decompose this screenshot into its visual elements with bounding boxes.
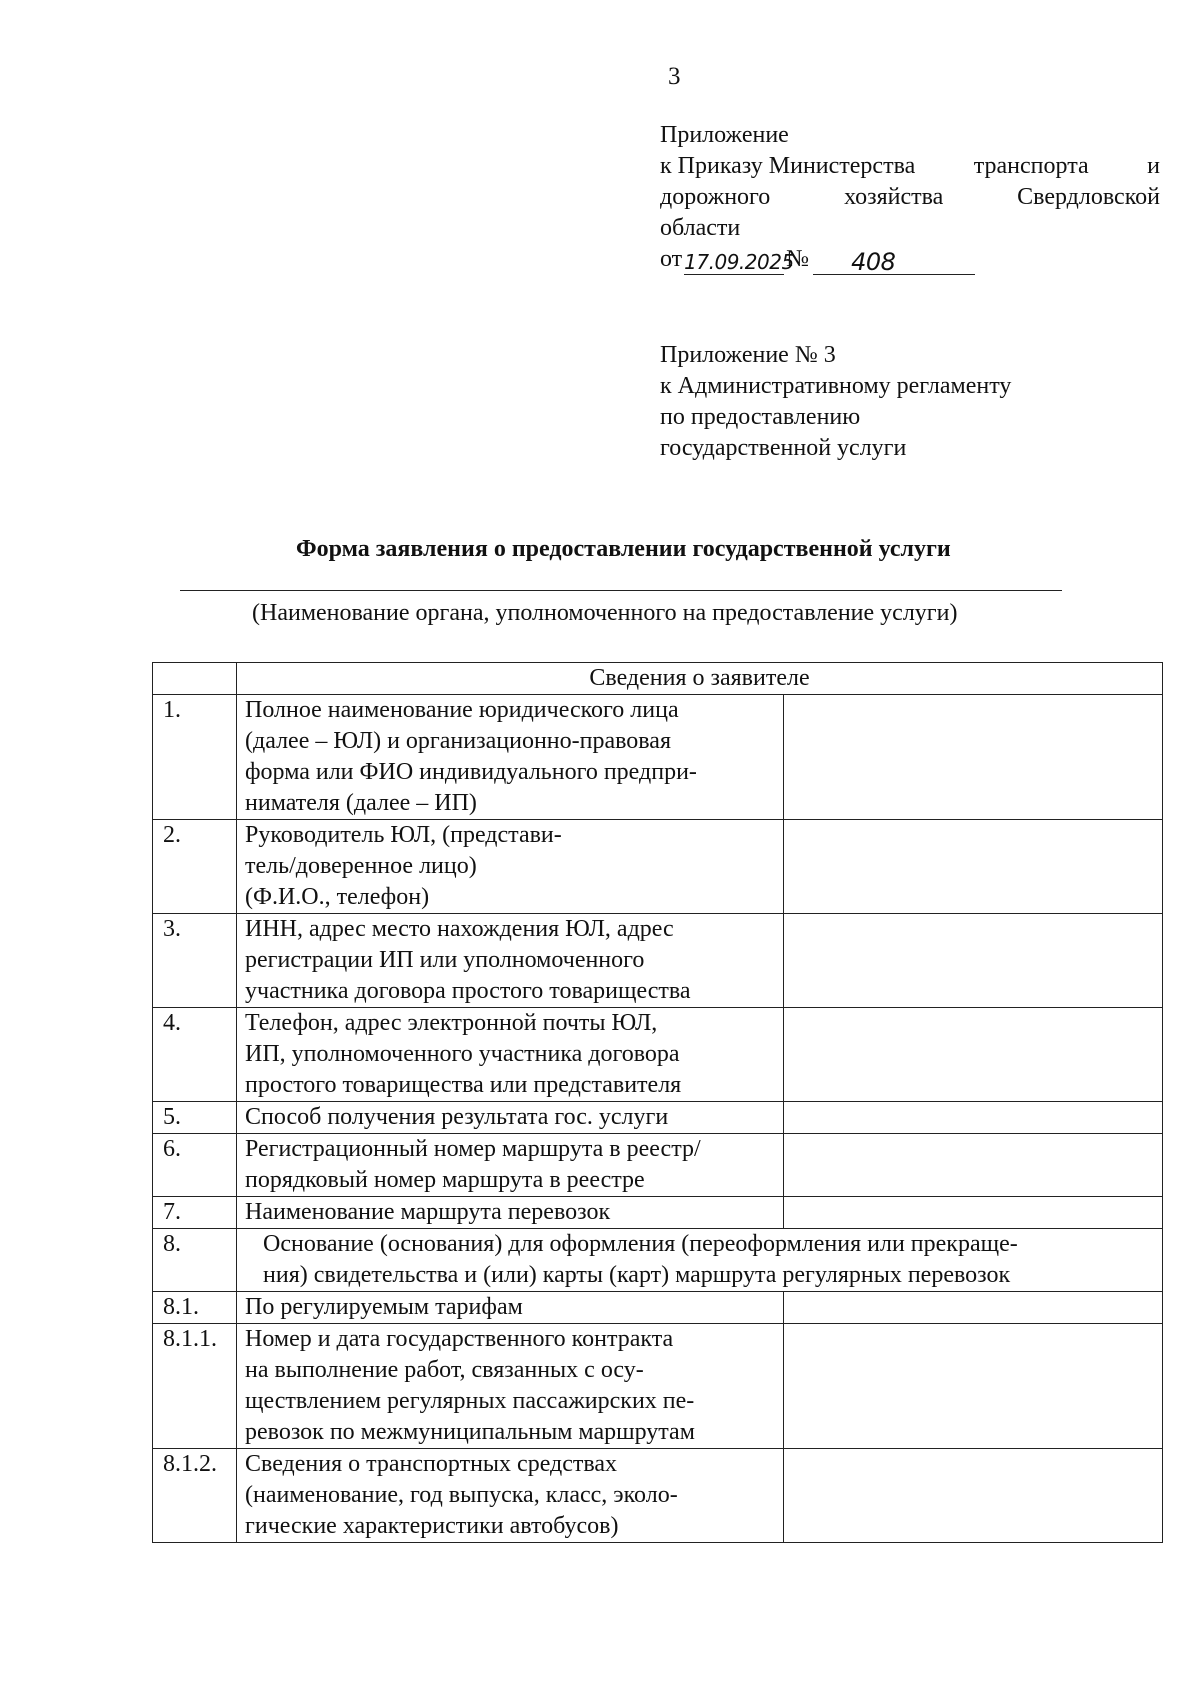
row-label-line: порядковый номер маршрута в реестре	[245, 1167, 645, 1193]
table-row	[153, 1134, 1163, 1197]
row-label-line: участника договора простого товарищества	[245, 978, 691, 1004]
appendix-order-line-3: дорожного хозяйства Свердловской	[660, 184, 1160, 210]
row-number: 3.	[153, 914, 237, 1008]
table-row	[153, 1197, 1163, 1229]
table-row	[153, 1229, 1163, 1292]
row-label	[237, 1197, 784, 1229]
page-number: 3	[668, 63, 681, 90]
row-label-line: Телефон, адрес электронной почты ЮЛ,	[245, 1010, 658, 1036]
row-label	[237, 914, 784, 1008]
appendix-regulation-line: Приложение № 3	[660, 342, 836, 368]
row-label	[237, 1449, 784, 1543]
appendix-order-line-4: области	[660, 215, 741, 241]
date-prefix: от	[660, 246, 683, 272]
table-row	[153, 1324, 1163, 1449]
row-number: 1.	[153, 695, 237, 820]
row-value-field[interactable]	[784, 1008, 1163, 1102]
table-row	[153, 695, 1163, 820]
row-label-line: тель/доверенное лицо)	[245, 853, 477, 879]
row-label-line: нимателя (далее – ИП)	[245, 790, 477, 816]
table-row	[153, 1008, 1163, 1102]
table-header-row	[153, 663, 1163, 695]
row-label	[237, 1292, 784, 1324]
row-label-line: ния) свидетельства и (или) карты (карт) маршрута регулярных перевозок	[263, 1262, 1011, 1288]
row-number: 2.	[153, 820, 237, 914]
appendix-order-block	[660, 120, 1160, 275]
row-value-field[interactable]	[784, 1134, 1163, 1197]
table-row	[153, 1102, 1163, 1134]
row-label-line: Сведения о транспортных средствах	[245, 1451, 618, 1477]
form-title: Форма заявления о предоставлении государственной услуги	[296, 536, 951, 562]
appendix-regulation-line: к Административному регламенту	[660, 373, 1012, 399]
row-label-line: простого товарищества или представителя	[245, 1072, 682, 1098]
row-label-line: Номер и дата государственного контракта	[245, 1326, 674, 1352]
row-label-line: регистрации ИП или уполномоченного	[245, 947, 645, 973]
appendix-order-line-2: к Приказу Министерства транспорта и	[660, 153, 1160, 179]
row-label-line: (далее – ЮЛ) и организационно-правовая	[245, 728, 671, 754]
authority-caption: (Наименование органа, уполномоченного на предоставление услуги)	[252, 600, 958, 626]
handwritten-order-number: 408	[813, 250, 975, 275]
row-label-line: ИП, уполномоченного участника договора	[245, 1041, 680, 1067]
row-label-line: По регулируемым тарифам	[245, 1294, 523, 1320]
authority-blank-line	[180, 590, 1062, 591]
row-label	[237, 1324, 784, 1449]
row-value-field[interactable]	[784, 1102, 1163, 1134]
row-label-line: ществлением регулярных пассажирских пе-	[245, 1388, 695, 1414]
row-label	[237, 820, 784, 914]
row-label-line: Способ получения результата гос. услуги	[245, 1104, 669, 1130]
row-value-field[interactable]	[784, 1292, 1163, 1324]
applicant-info-table	[152, 662, 1163, 1543]
row-label-line: ИНН, адрес место нахождения ЮЛ, адрес	[245, 916, 674, 942]
row-label	[237, 1102, 784, 1134]
row-number: 8.1.2.	[153, 1449, 237, 1543]
row-label	[237, 695, 784, 820]
row-label-line: Руководитель ЮЛ, (представи-	[245, 822, 562, 848]
row-number: 6.	[153, 1134, 237, 1197]
row-label-line: (Ф.И.О., телефон)	[245, 884, 430, 910]
row-label-line: на выполнение работ, связанных с осу-	[245, 1357, 644, 1383]
appendix-regulation-block	[660, 340, 1160, 464]
row-value-field[interactable]	[784, 914, 1163, 1008]
table-header-title: Сведения о заявителе	[237, 663, 1163, 695]
handwritten-date: 17.09.2025	[684, 250, 794, 274]
row-number: 8.1.1.	[153, 1324, 237, 1449]
row-label-line: форма или ФИО индивидуального предпри-	[245, 759, 697, 785]
row-label	[237, 1134, 784, 1197]
table-row	[153, 1292, 1163, 1324]
row-label-line: гические характеристики автобусов)	[245, 1513, 619, 1539]
appendix-regulation-line: государственной услуги	[660, 435, 907, 461]
row-label-line: ревозок по межмуниципальным маршрутам	[245, 1419, 695, 1445]
row-label	[237, 1229, 1163, 1292]
table-header-num-cell	[153, 663, 237, 695]
row-number: 8.	[153, 1229, 237, 1292]
row-label	[237, 1008, 784, 1102]
row-value-field[interactable]	[784, 820, 1163, 914]
row-value-field[interactable]	[784, 1197, 1163, 1229]
table-row	[153, 914, 1163, 1008]
row-label-line: Регистрационный номер маршрута в реестр/	[245, 1136, 701, 1162]
appendix-order-line-1: Приложение	[660, 122, 789, 148]
appendix-regulation-line: по предоставлению	[660, 404, 861, 430]
row-label-line: (наименование, год выпуска, класс, эколо-	[245, 1482, 678, 1508]
row-number: 5.	[153, 1102, 237, 1134]
row-number: 7.	[153, 1197, 237, 1229]
table-row	[153, 1449, 1163, 1543]
row-value-field[interactable]	[784, 1324, 1163, 1449]
row-label-line: Наименование маршрута перевозок	[245, 1199, 611, 1225]
table-row	[153, 820, 1163, 914]
row-label-line: Полное наименование юридического лица	[245, 697, 679, 723]
number-sign: №	[786, 246, 810, 272]
order-date-number-line	[660, 244, 1160, 275]
row-number: 4.	[153, 1008, 237, 1102]
row-value-field[interactable]	[784, 1449, 1163, 1543]
row-value-field[interactable]	[784, 695, 1163, 820]
row-number: 8.1.	[153, 1292, 237, 1324]
row-label-line: Основание (основания) для оформления (переоформления или прекраще-	[263, 1231, 1018, 1257]
